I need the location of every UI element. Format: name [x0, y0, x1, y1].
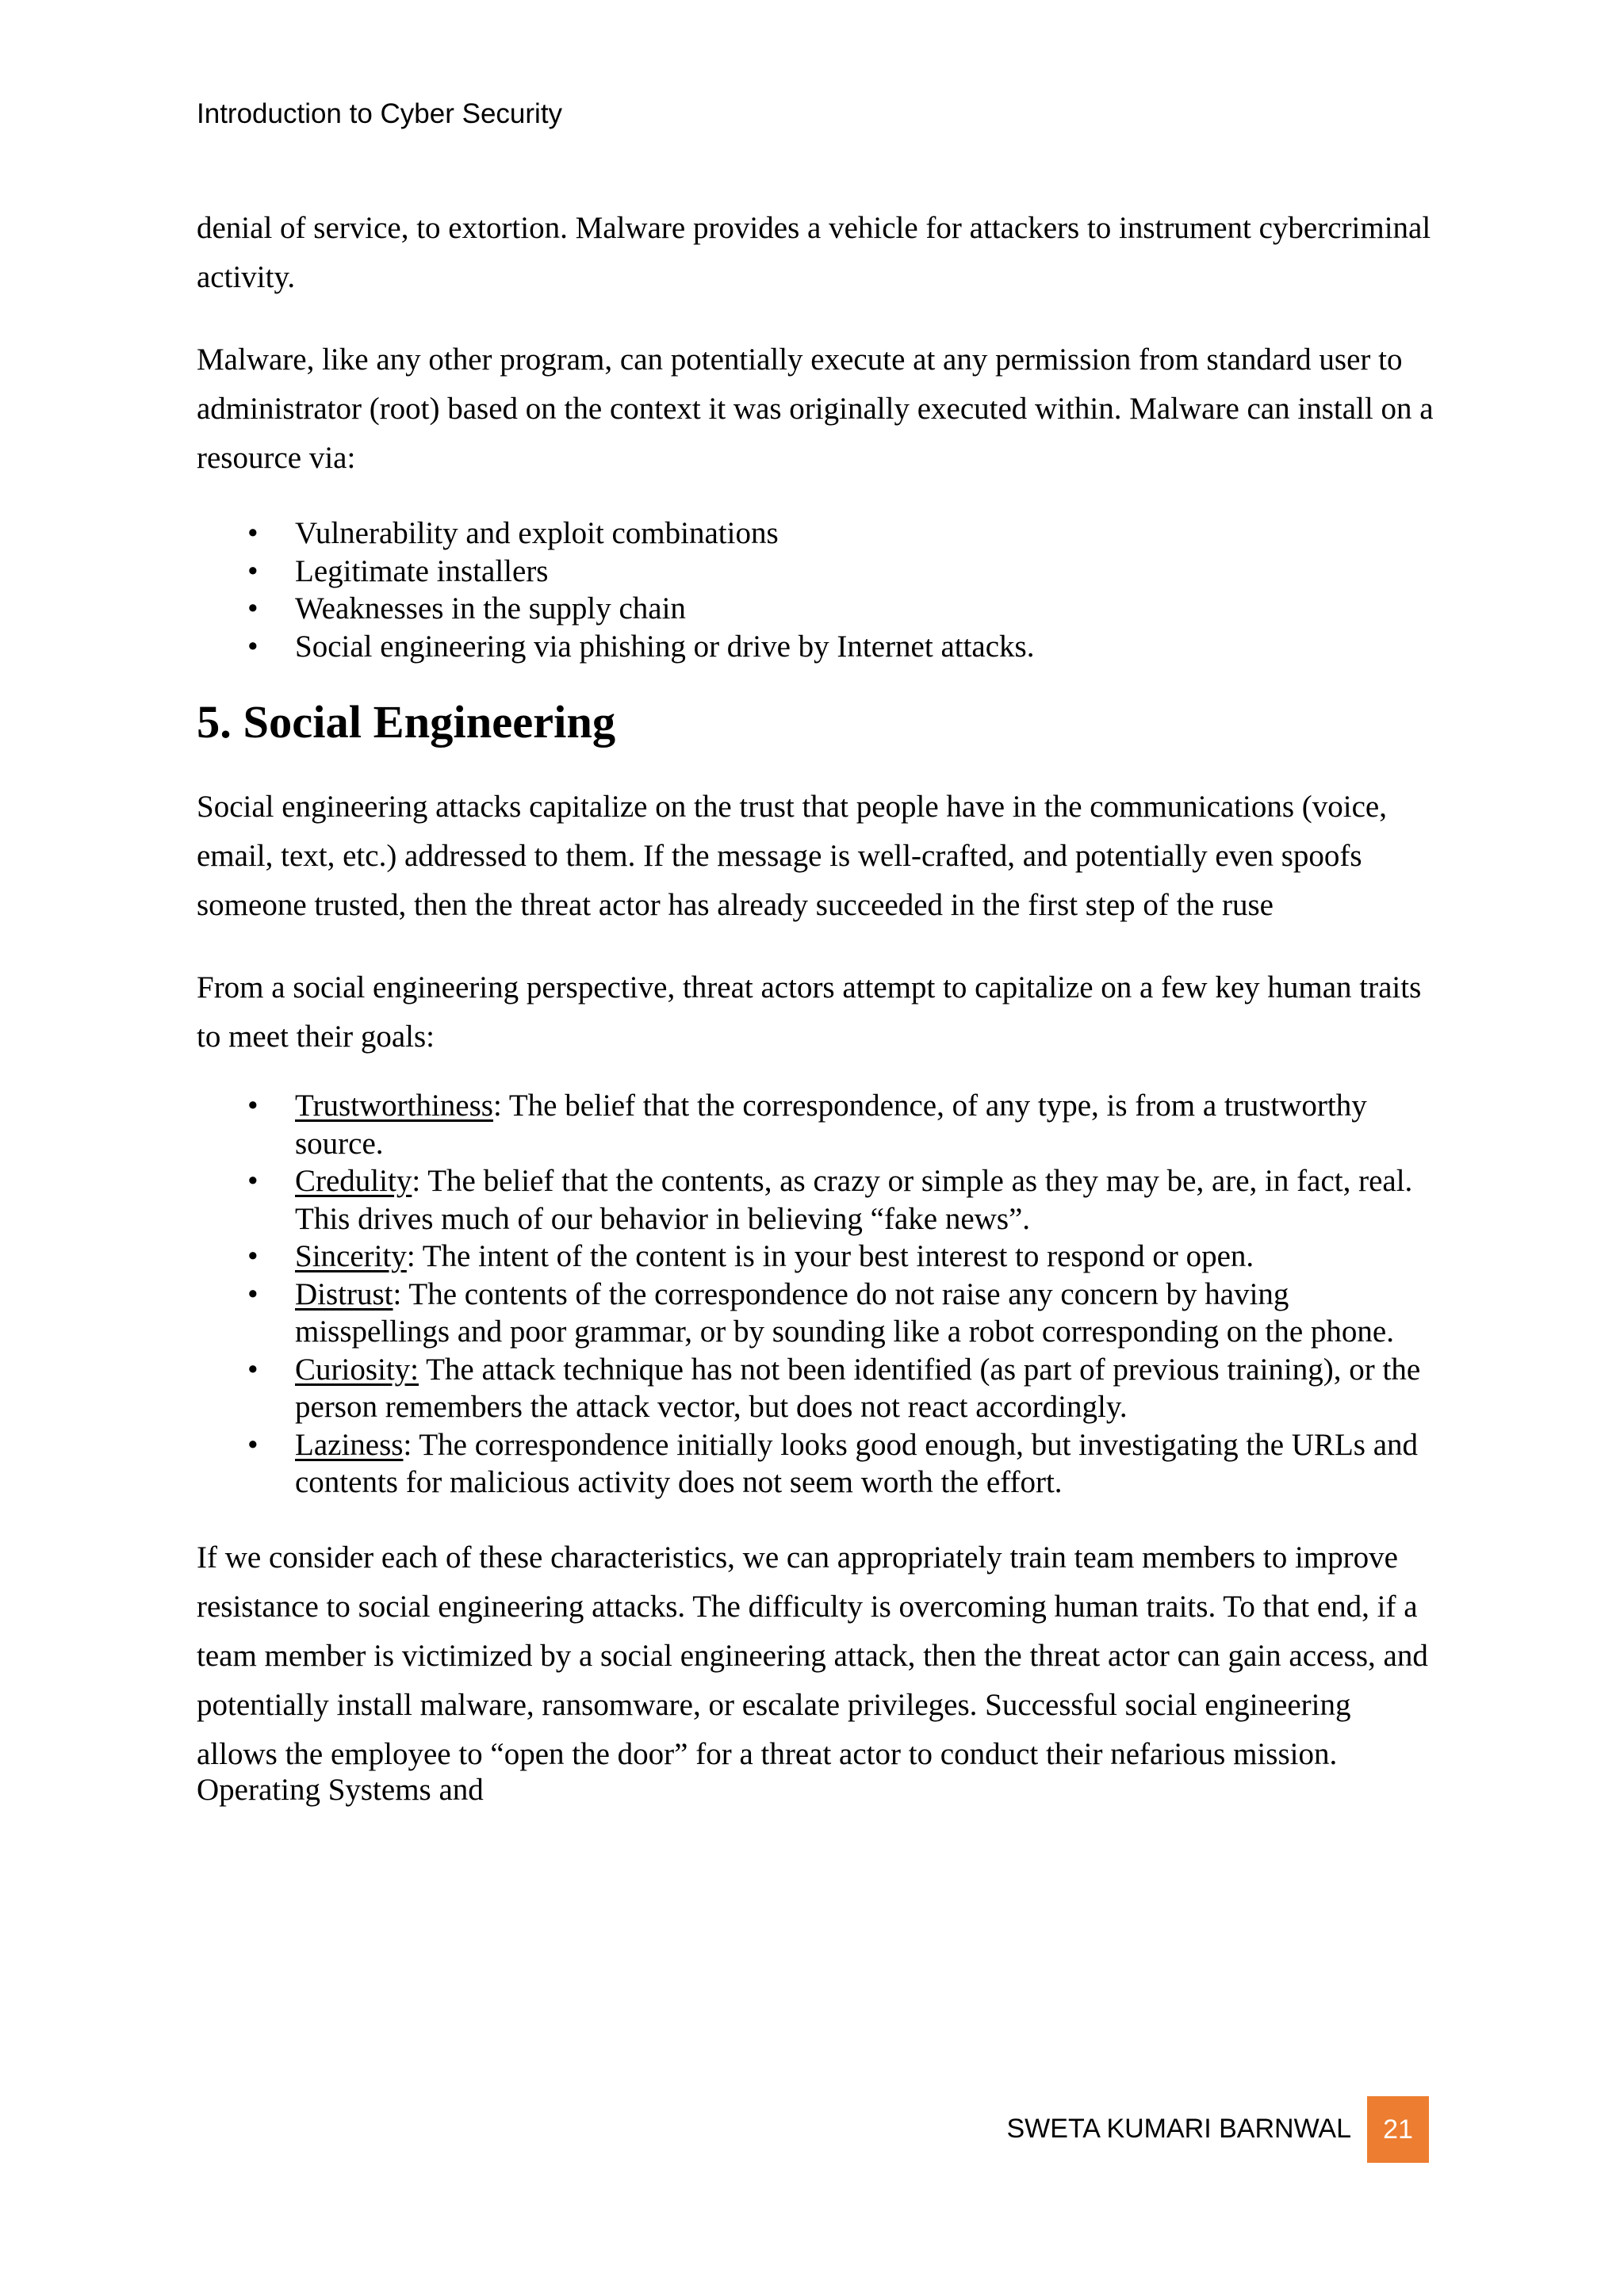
list-item — [197, 1238, 1434, 1276]
trait-separator: : — [403, 1427, 412, 1462]
page-number-badge: 21 — [1367, 2096, 1429, 2163]
trait-separator: : — [412, 1164, 421, 1198]
list-item — [197, 1351, 1434, 1426]
list-item: • Legitimate installers — [197, 553, 1434, 591]
trait-term: Trustworthiness — [295, 1089, 493, 1123]
list-item: • Social engineering via phishing or drive by Internet attacks. — [197, 628, 1434, 666]
trait-separator: : — [406, 1239, 416, 1273]
traits-list — [197, 1087, 1434, 1502]
trait-description: The belief that the contents, as crazy or simple as they may be, are, in fact, real. This drives much of our behavior in believing “fake news”. — [295, 1164, 1413, 1236]
list-item — [197, 1087, 1434, 1162]
paragraph-human-traits: From a social engineering perspective, threat actors attempt to capitalize on a few key human traits to meet their goals: — [197, 970, 1422, 1054]
trait-term: Sincerity — [295, 1239, 407, 1273]
footer-author: SWETA KUMARI BARNWAL — [1006, 2114, 1351, 2144]
paragraph-social-engineering-intro: Social engineering attacks capitalize on the trust that people have in the communications (voice, email, text, etc.) addressed to them. If the message is well-crafted, and potentially even spoofs someone trusted, then the threat actor has already succeeded in the first step of the ruse — [197, 790, 1387, 922]
paragraph-malware-vehicle: denial of service, to extortion. Malware provides a vehicle for attackers to instrument cybercriminal activity. — [197, 211, 1431, 294]
trait-separator: : — [393, 1276, 402, 1311]
trait-term: Curiosity: — [295, 1352, 419, 1387]
list-item: • Vulnerability and exploit combinations — [197, 515, 1434, 553]
list-item — [197, 1426, 1434, 1502]
trait-term: Distrust — [295, 1276, 393, 1311]
trait-term: Credulity — [295, 1164, 412, 1198]
list-item: • Weaknesses in the supply chain — [197, 590, 1434, 628]
running-header: Introduction to Cyber Security — [197, 98, 563, 129]
trait-description: The contents of the correspondence do not raise any concern by having misspellings and poor grammar, or by sounding like a robot corresponding on the phone. — [295, 1276, 1394, 1349]
paragraph-training-conclusion: If we consider each of these characteristics, we can appropriately train team members to improve resistance to social engineering attacks. The difficulty is overcoming human traits. To that end, if a team member is victimized by a social engineering attack, then the threat actor can gain access, and potentially install malware, ransomware, or escalate privileges. Successful social engineering allows the employee to “open the door” for a threat actor to conduct their nefarious mission. — [197, 1540, 1428, 1771]
trait-description: The attack technique has not been identified (as part of previous training), or the person remembers the attack vector, but does not react accordingly. — [295, 1352, 1421, 1424]
trait-description: The intent of the content is in your best interest to respond or open. — [415, 1239, 1254, 1273]
section-heading: 5. Social Engineering — [197, 696, 616, 748]
trait-description: The belief that the correspondence, of any type, is from a trustworthy source. — [295, 1089, 1367, 1161]
list-item — [197, 1162, 1434, 1238]
paragraph-trailing-fragment: Operating Systems and — [197, 1772, 484, 1807]
trait-description: The correspondence initially looks good enough, but investigating the URLs and contents for malicious activity does not seem worth the effort. — [295, 1427, 1419, 1499]
trait-term: Laziness — [295, 1427, 404, 1462]
trait-separator: : — [492, 1089, 502, 1123]
list-item — [197, 1276, 1434, 1351]
paragraph-malware-permissions: Malware, like any other program, can potentially execute at any permission from standard user to administrator (root) based on the context it was originally executed within. Malware can install on a resource via: — [197, 342, 1434, 475]
install-methods-list — [197, 515, 1434, 665]
page-content — [197, 204, 1434, 1809]
